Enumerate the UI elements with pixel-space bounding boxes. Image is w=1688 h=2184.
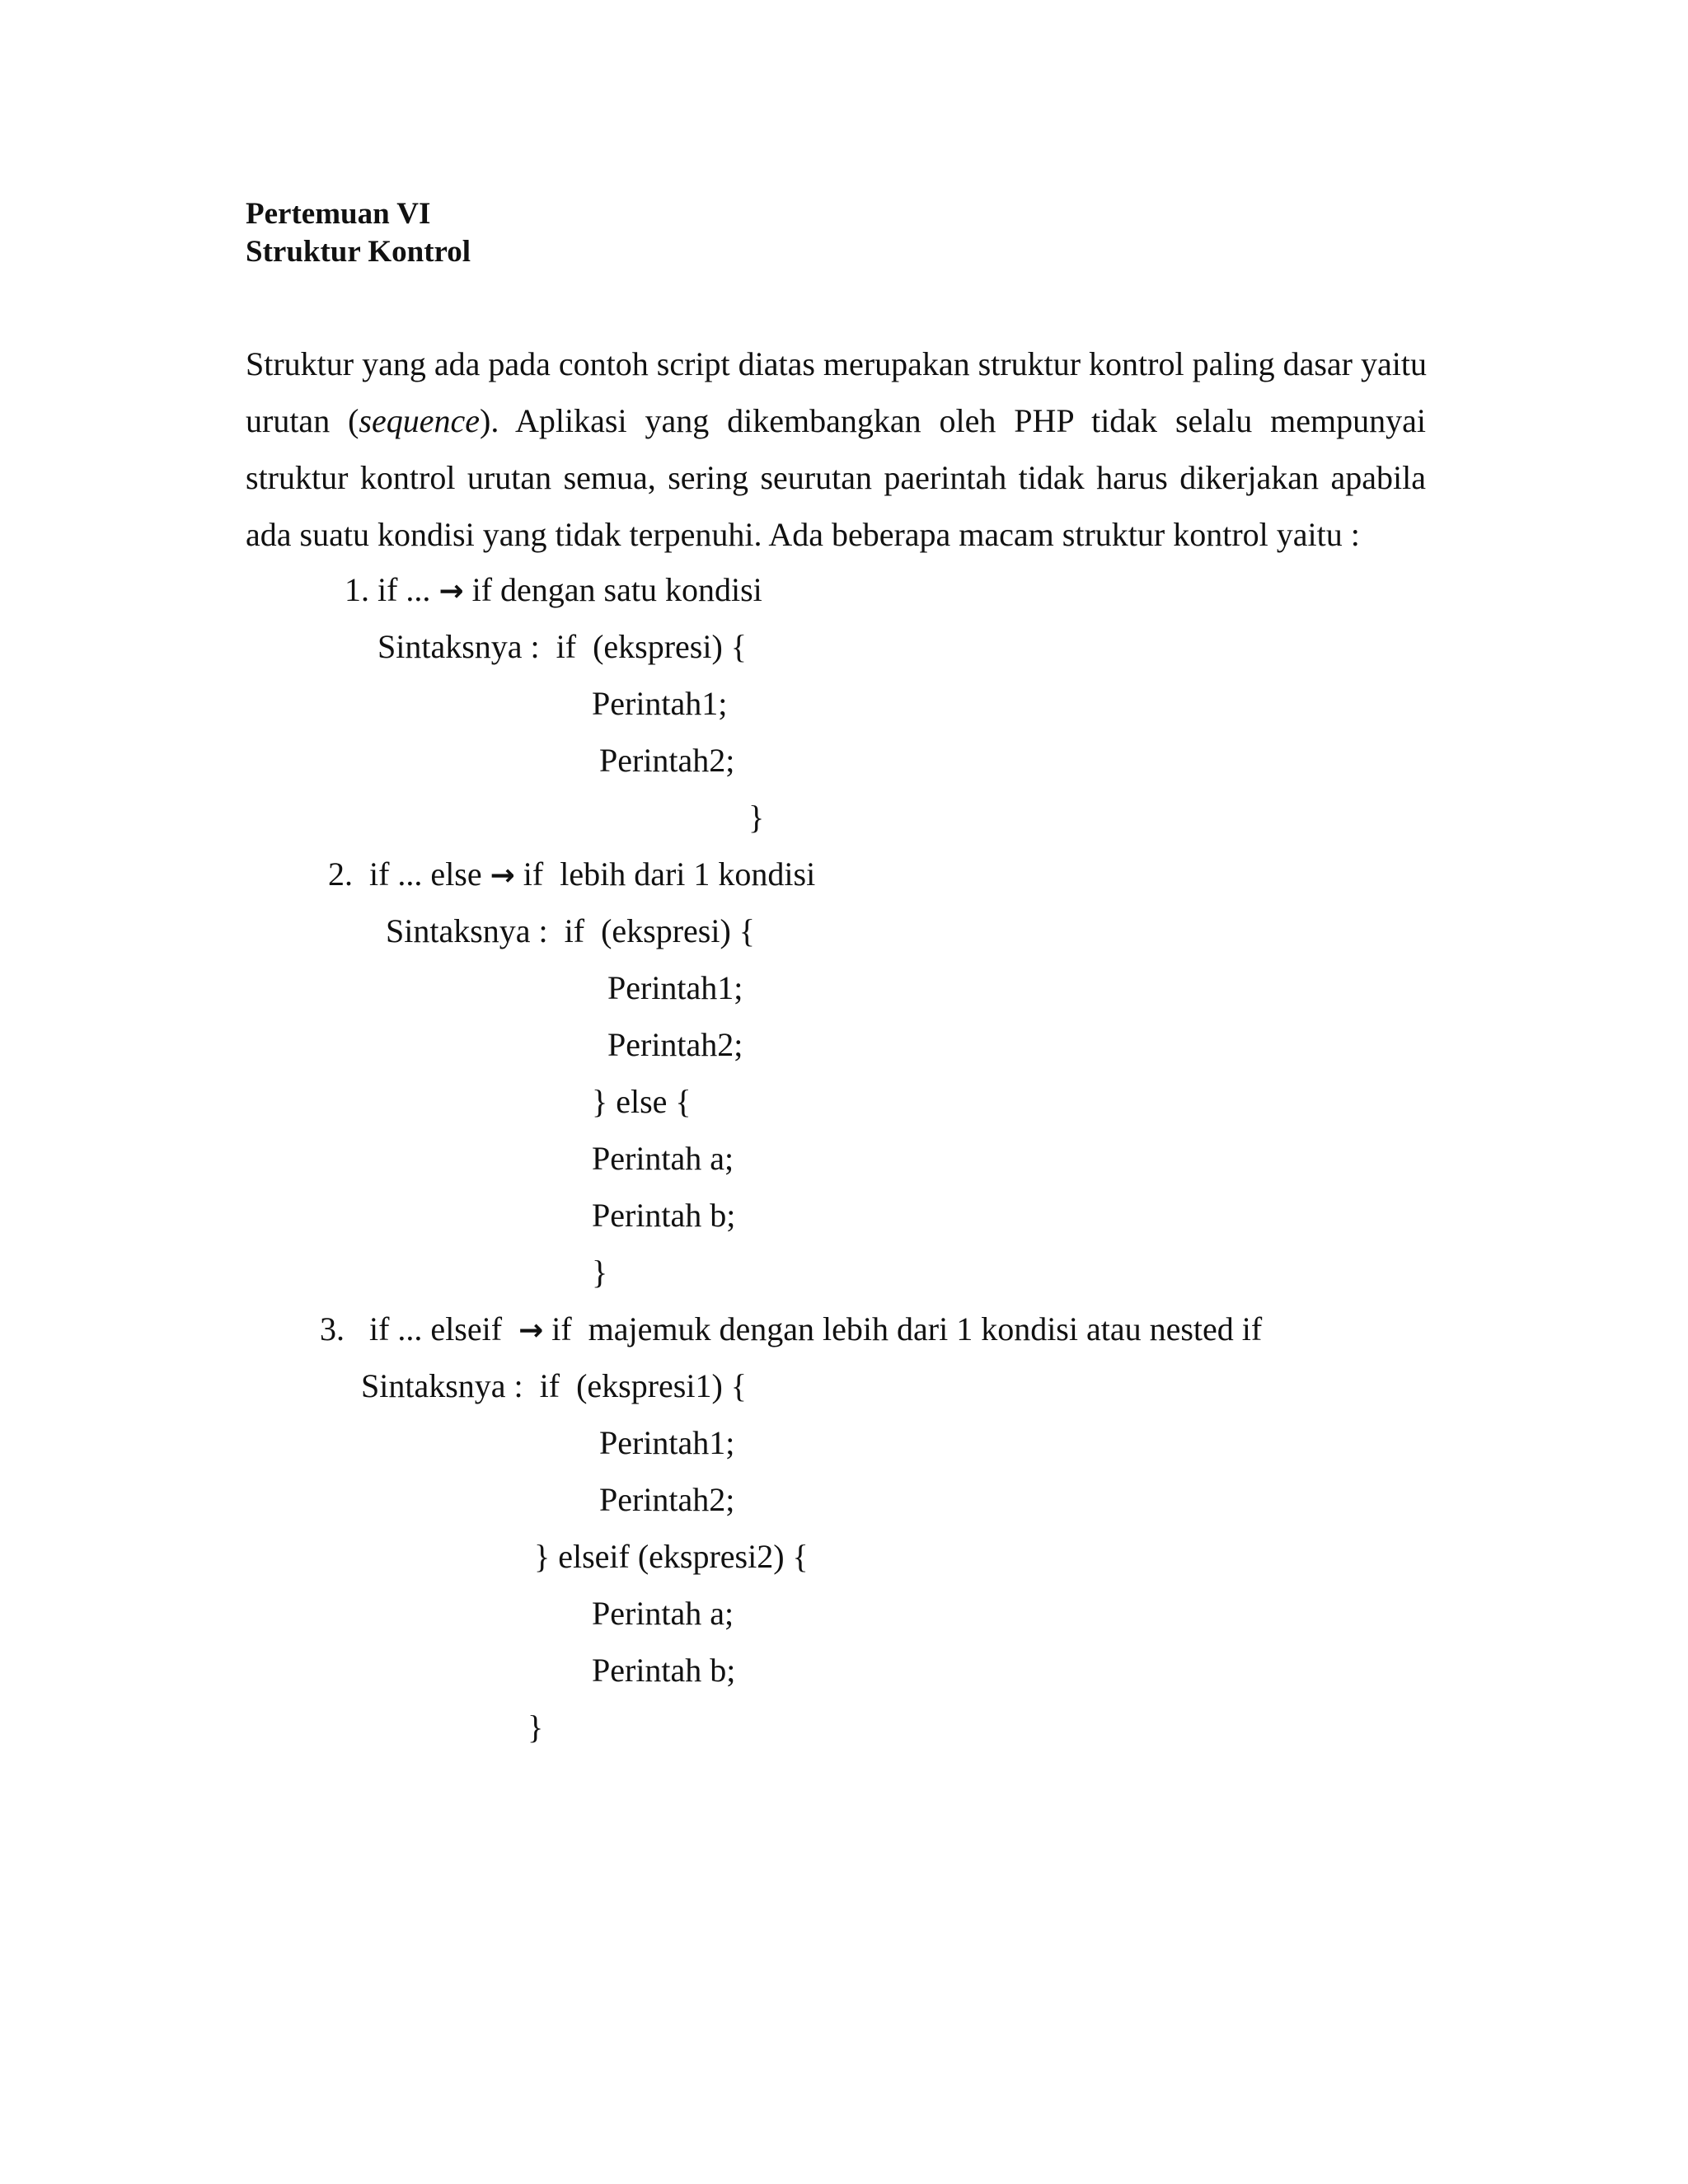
- intro-line-3: struktur kontrol urutan semua, sering seurutan paerintah tidak harus dikerjakan apabila: [246, 459, 1426, 496]
- item-2-code-line: Perintah1;: [607, 969, 743, 1006]
- item-1-heading: 1. if ... → if dengan satu kondisi: [345, 571, 762, 608]
- item-2-code-line: }: [592, 1254, 608, 1291]
- item-3-code-line: Perintah b;: [592, 1652, 736, 1689]
- right-arrow-icon: →: [518, 1314, 544, 1347]
- item-1-syntax: Sintaksnya : if (ekspresi) {: [377, 628, 748, 665]
- item-3-syntax: Sintaksnya : if (ekspresi1) {: [361, 1367, 748, 1404]
- right-arrow-icon: →: [490, 859, 515, 893]
- intro-line-4: ada suatu kondisi yang tidak terpenuhi. Ada beberapa macam struktur kontrol yaitu :: [246, 516, 1360, 553]
- item-2-code-line: } else {: [592, 1083, 692, 1120]
- item-1-code-line: Perintah1;: [592, 685, 728, 722]
- item-3-code-line: } elseif (ekspresi2) {: [534, 1538, 809, 1575]
- item-2-code-line: Perintah b;: [592, 1197, 736, 1234]
- sequence-term: sequence: [359, 402, 481, 439]
- item-2-code-line: Perintah a;: [592, 1140, 734, 1177]
- item-2-code-line: Perintah2;: [607, 1026, 743, 1063]
- chapter-title: Struktur Kontrol: [246, 235, 471, 269]
- right-arrow-icon: →: [438, 574, 464, 608]
- item-3-code-line: }: [528, 1708, 544, 1746]
- item-3-code-line: Perintah a;: [592, 1595, 734, 1632]
- item-1-code-line: }: [748, 799, 765, 836]
- meeting-title: Pertemuan VI: [246, 197, 431, 231]
- intro-paragraph: [246, 335, 1426, 563]
- item-3-code-line: Perintah2;: [599, 1481, 735, 1518]
- intro-line-1: Struktur yang ada pada contoh script diatas merupakan struktur kontrol paling dasar yaitu: [246, 345, 1427, 382]
- item-3-heading: 3. if ... elseif → if majemuk dengan lebih dari 1 kondisi atau nested if: [320, 1310, 1263, 1347]
- item-1-code-line: Perintah2;: [599, 742, 735, 779]
- item-2-syntax: Sintaksnya : if (ekspresi) {: [386, 912, 756, 949]
- item-2-heading: 2. if ... else → if lebih dari 1 kondisi: [328, 855, 816, 893]
- item-3-code-line: Perintah1;: [599, 1424, 735, 1461]
- intro-line-2: urutan (sequence). Aplikasi yang dikembangkan oleh PHP tidak selalu mempunyai: [246, 402, 1427, 439]
